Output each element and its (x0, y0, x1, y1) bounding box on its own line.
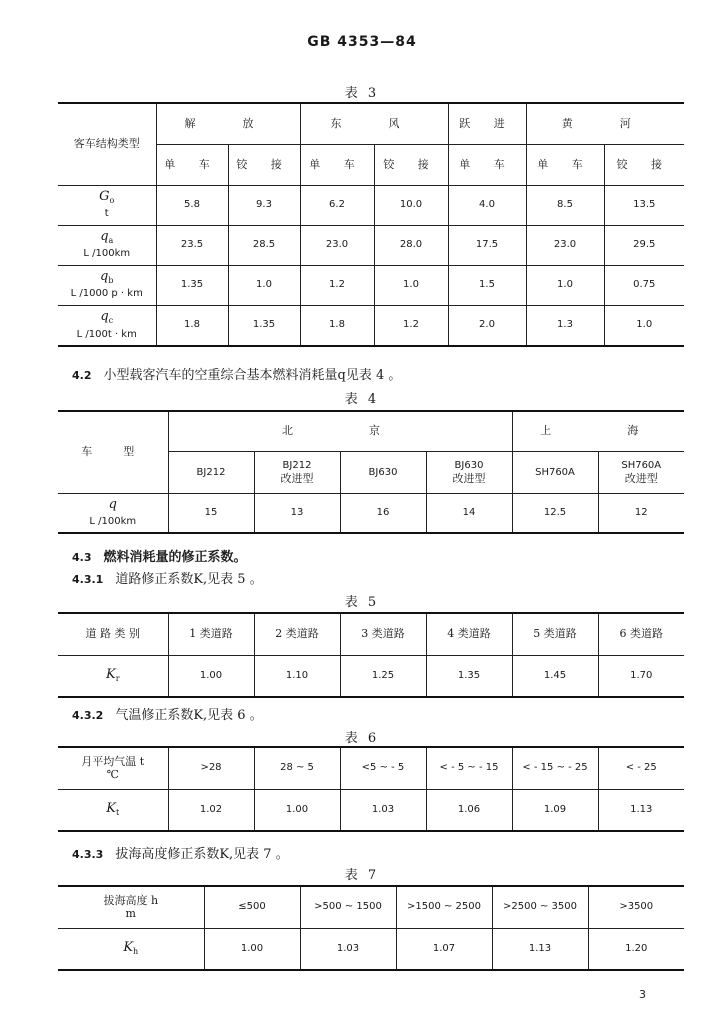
table-cell: 1.13 (492, 928, 588, 970)
table6-col: >28 (168, 747, 254, 789)
table-cell: 1.0 (604, 305, 684, 346)
table6-caption: 表 6 (344, 731, 380, 746)
table-cell: 13 (254, 493, 340, 533)
table-cell: 1.3 (526, 305, 604, 346)
table-row (58, 655, 684, 697)
table-cell: 28.0 (374, 225, 448, 265)
table-row (58, 265, 684, 305)
table3-subcol: 铰 接 (228, 144, 300, 185)
table6-row-header: 月平均气温 t ℃ (58, 747, 168, 789)
table-row (58, 185, 684, 225)
table-cell: 23.5 (156, 225, 228, 265)
table-cell: 1.00 (254, 789, 340, 831)
table4-model: SH760A 改进型 (598, 451, 684, 493)
section-4-3: 4.3 燃料消耗量的修正系数。 (72, 550, 247, 565)
table4-model: SH760A (512, 451, 598, 493)
table3-row-header: 客车结构类型 (58, 103, 156, 185)
table-cell: 13.5 (604, 185, 684, 225)
table4 (58, 410, 684, 534)
table-cell: 8.5 (526, 185, 604, 225)
table-cell: 6.2 (300, 185, 374, 225)
table-cell: 1.0 (526, 265, 604, 305)
table6-col: <5 ~ - 5 (340, 747, 426, 789)
table-cell: 1.10 (254, 655, 340, 697)
table-cell: 12.5 (512, 493, 598, 533)
table5-row-header: 道 路 类 别 (58, 613, 168, 655)
table-cell: 1.35 (156, 265, 228, 305)
table-cell: 23.0 (526, 225, 604, 265)
table4-region: 北 京 (168, 411, 512, 451)
table-cell: 1.2 (300, 265, 374, 305)
table5-col: 6 类道路 (598, 613, 684, 655)
table-cell: 1.5 (448, 265, 526, 305)
table-cell: 1.25 (340, 655, 426, 697)
table6 (58, 746, 684, 832)
table7-col: >2500 ~ 3500 (492, 886, 588, 928)
table-cell: 23.0 (300, 225, 374, 265)
table-cell: 14 (426, 493, 512, 533)
table-cell: 1.02 (168, 789, 254, 831)
table7-col: >500 ~ 1500 (300, 886, 396, 928)
table-cell: 1.03 (340, 789, 426, 831)
table-cell: 1.06 (426, 789, 512, 831)
table-cell: 2.0 (448, 305, 526, 346)
table-cell: 29.5 (604, 225, 684, 265)
table3-subcol: 单 车 (448, 144, 526, 185)
table7 (58, 885, 684, 971)
table-row (58, 789, 684, 831)
table4-model: BJ212 改进型 (254, 451, 340, 493)
table5 (58, 612, 684, 698)
table-cell: 1.09 (512, 789, 598, 831)
table-cell: 28.5 (228, 225, 300, 265)
table-row (58, 305, 684, 346)
table-row (58, 928, 684, 970)
table-cell: 1.0 (374, 265, 448, 305)
document-header: GB 4353—84 (307, 34, 417, 50)
table3-subcol: 铰 接 (374, 144, 448, 185)
table-cell: 4.0 (448, 185, 526, 225)
table5-col: 2 类道路 (254, 613, 340, 655)
table3-row-label: $q_c$ L /100t · km (58, 305, 156, 346)
table3-caption: 表 3 (344, 86, 380, 101)
table3-row-label: $G_o$ t (58, 185, 156, 225)
table-row (58, 493, 684, 533)
table-cell: 15 (168, 493, 254, 533)
table3-brand: 黄 河 (526, 103, 684, 144)
table-cell: 1.07 (396, 928, 492, 970)
section-4-3-3: 4.3.3 拔海高度修正系数K,见表 7 。 (72, 847, 289, 862)
table5-col: 1 类道路 (168, 613, 254, 655)
table3-subcol: 单 车 (300, 144, 374, 185)
page-number: 3 (639, 988, 646, 1001)
table-cell: 1.35 (228, 305, 300, 346)
table-cell: 1.70 (598, 655, 684, 697)
table-cell: 9.3 (228, 185, 300, 225)
table5-col: 5 类道路 (512, 613, 598, 655)
table4-model: BJ630 (340, 451, 426, 493)
table5-row-label: $K_r$ (58, 655, 168, 697)
table-cell: 1.03 (300, 928, 396, 970)
table-cell: 1.2 (374, 305, 448, 346)
table-row (58, 225, 684, 265)
table3-row-label: $q_b$ L /1000 p · km (58, 265, 156, 305)
table-cell: 16 (340, 493, 426, 533)
table4-region: 上 海 (512, 411, 684, 451)
table7-col: >3500 (588, 886, 684, 928)
section-4-2: 4.2 小型载客汽车的空重综合基本燃料消耗量q见表 4 。 (72, 368, 402, 383)
table3-subcol: 单 车 (156, 144, 228, 185)
table3-row-label: $q_a$ L /100km (58, 225, 156, 265)
table-cell: 5.8 (156, 185, 228, 225)
table3-subcol: 铰 接 (604, 144, 684, 185)
table6-col: < - 5 ~ - 15 (426, 747, 512, 789)
table4-row-header: 车 型 (58, 411, 168, 493)
table7-col: ≤500 (204, 886, 300, 928)
table5-col: 3 类道路 (340, 613, 426, 655)
table-cell: 1.8 (300, 305, 374, 346)
table-cell: 1.45 (512, 655, 598, 697)
table3-subcol: 单 车 (526, 144, 604, 185)
table-cell: 1.35 (426, 655, 512, 697)
table-cell: 17.5 (448, 225, 526, 265)
table-cell: 1.00 (168, 655, 254, 697)
table-cell: 1.8 (156, 305, 228, 346)
table-cell: 1.13 (598, 789, 684, 831)
table6-col: 28 ~ 5 (254, 747, 340, 789)
section-4-3-2: 4.3.2 气温修正系数K,见表 6 。 (72, 708, 263, 723)
table-cell: 10.0 (374, 185, 448, 225)
table-cell: 1.20 (588, 928, 684, 970)
table3 (58, 102, 684, 347)
table6-col: < - 15 ~ - 25 (512, 747, 598, 789)
section-4-3-1: 4.3.1 道路修正系数K,见表 5 。 (72, 572, 263, 587)
table-cell: 0.75 (604, 265, 684, 305)
table6-col: < - 25 (598, 747, 684, 789)
table-cell: 12 (598, 493, 684, 533)
table-cell: 1.0 (228, 265, 300, 305)
table4-model: BJ630 改进型 (426, 451, 512, 493)
table3-brand: 东 风 (300, 103, 448, 144)
table7-caption: 表 7 (344, 868, 380, 883)
table4-model: BJ212 (168, 451, 254, 493)
table-cell: 1.00 (204, 928, 300, 970)
table5-caption: 表 5 (344, 595, 380, 610)
table5-col: 4 类道路 (426, 613, 512, 655)
table7-col: >1500 ~ 2500 (396, 886, 492, 928)
table3-brand: 解 放 (156, 103, 300, 144)
table3-brand: 跃 进 (448, 103, 526, 144)
table7-row-header: 拔海高度 h m (58, 886, 204, 928)
table6-row-label: $K_t$ (58, 789, 168, 831)
table4-caption: 表 4 (344, 392, 380, 407)
table4-row-label: q L /100km (58, 493, 168, 533)
table7-row-label: $K_h$ (58, 928, 204, 970)
